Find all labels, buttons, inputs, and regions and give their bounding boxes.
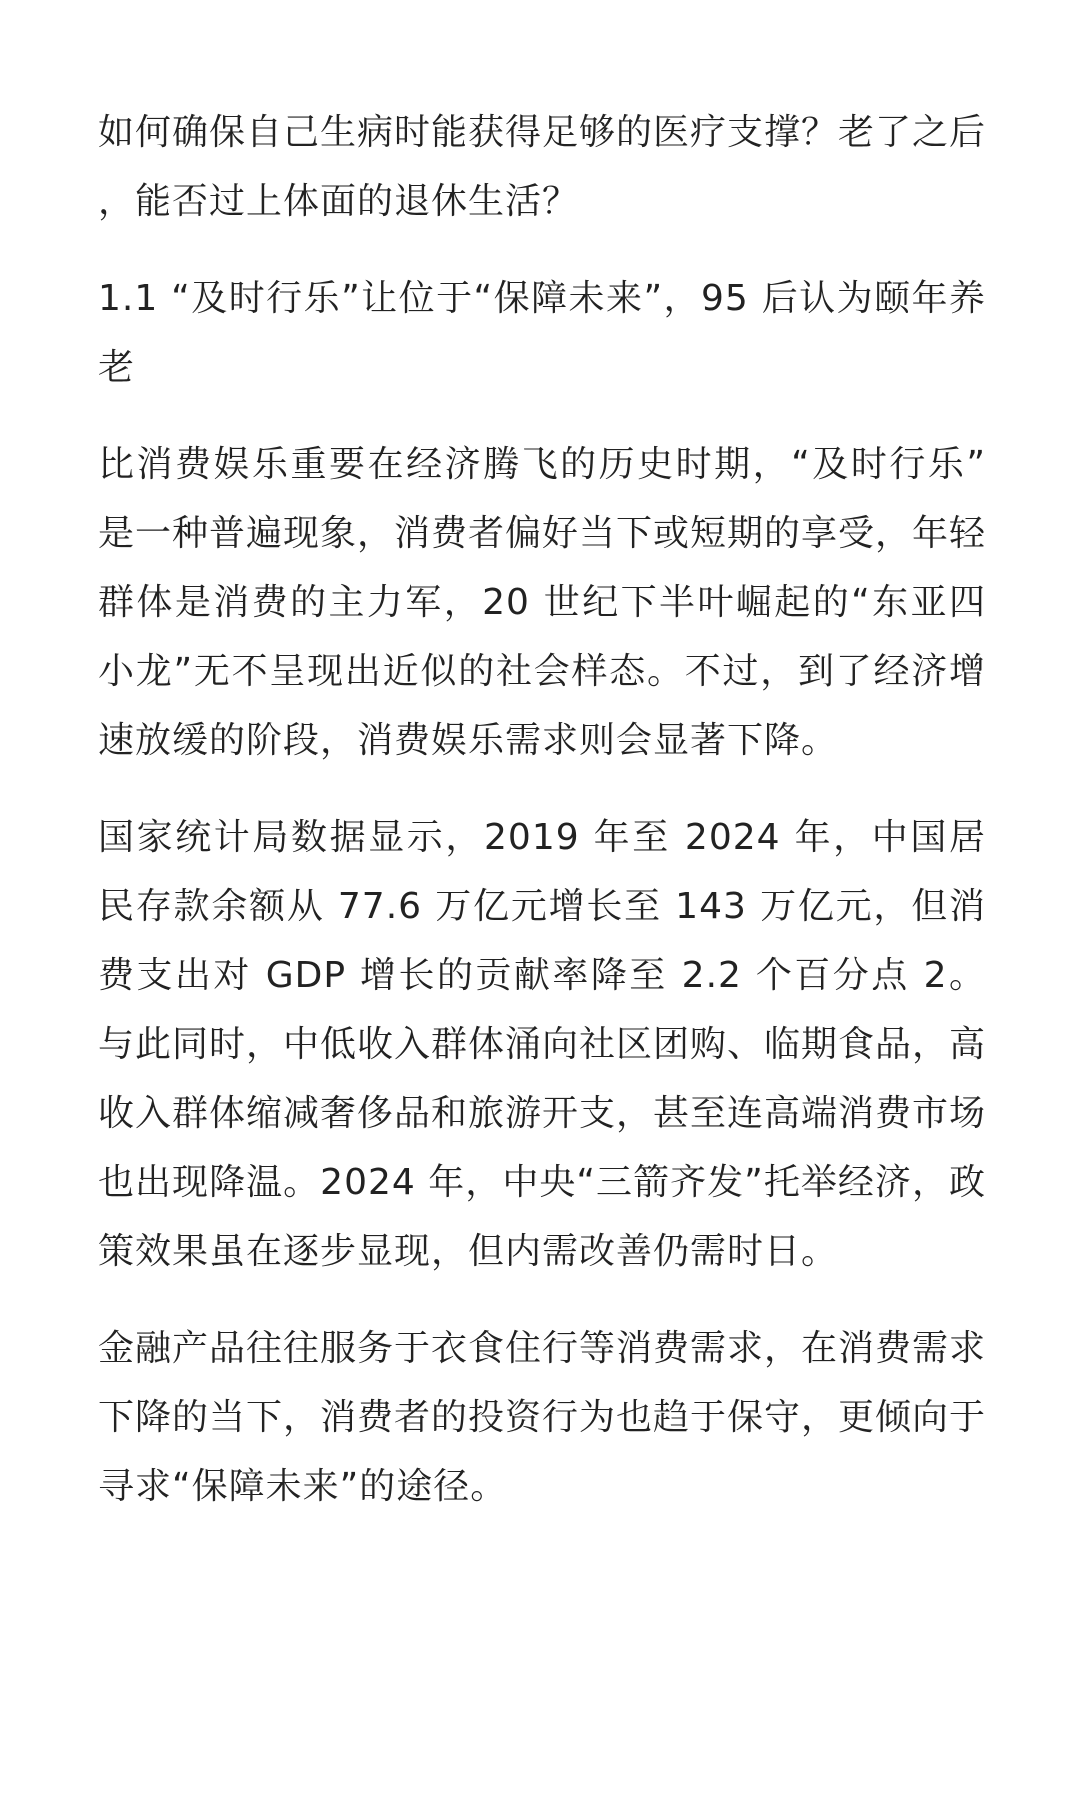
article-body <box>98 98 986 1549</box>
section-heading: 1.1 “及时行乐”让位于“保障未来”，95 后认为颐年养老 <box>98 278 986 388</box>
paragraph-financial-products: 金融产品往往服务于衣食住行等消费需求，在消费需求下降的当下，消费者的投资行为也趋于保守，更倾向于寻求“保障未来”的途径。 <box>98 1328 987 1507</box>
paragraph-statistics: 国家统计局数据显示，2019 年至 2024 年，中国居民存款余额从 77.6 万亿元增长至 143 万亿元，但消费支出对 GDP 增长的贡献率降至 2.2 个百分点 2。与此同时，中低收入群体涌向社区团购、临期食品，高收入群体缩减奢侈品和旅游开支，甚至连高端消费市场也出现降温。2024 年，中央“三箭齐发”托举经济，政策效果虽在逐步显现，但内需改善仍需时日。 <box>98 817 987 1272</box>
paragraph-intro-question: 如何确保自己生病时能获得足够的医疗支撑？老了之后，能否过上体面的退休生活？ <box>98 112 987 222</box>
paragraph-consumption-trend: 比消费娱乐重要在经济腾飞的历史时期，“及时行乐”是一种普遍现象，消费者偏好当下或短期的享受，年轻群体是消费的主力军，20 世纪下半叶崛起的“东亚四小龙”无不呈现出近似的社会样态。不过，到了经济增速放缓的阶段，消费娱乐需求则会显著下降。 <box>98 444 987 761</box>
